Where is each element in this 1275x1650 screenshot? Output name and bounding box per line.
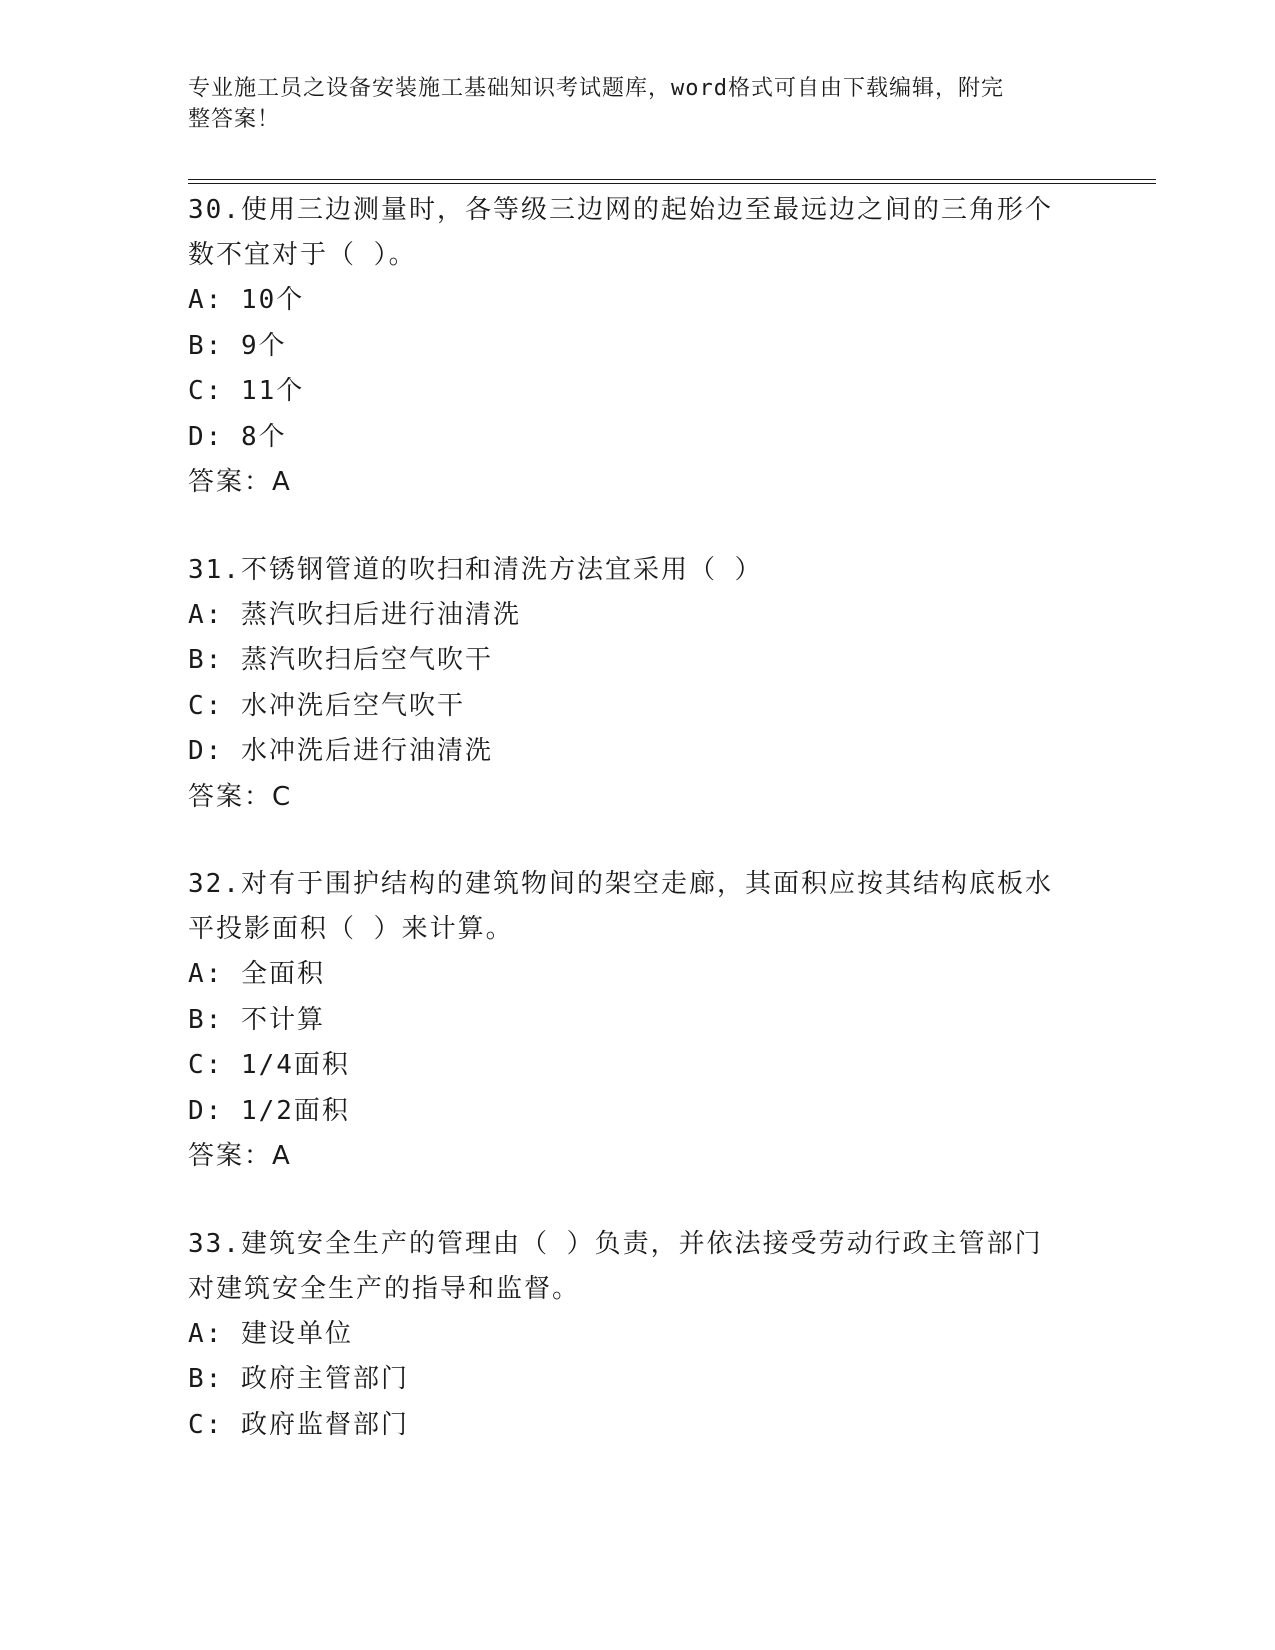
question-stem-line: 32.对有于围护结构的建筑物间的架空走廊，其面积应按其结构底板水 (188, 869, 1053, 899)
option-a: A: 建设单位 (188, 1318, 353, 1349)
option-b: B: 9个 (188, 330, 287, 361)
question-32 (188, 862, 1088, 1180)
question-list (188, 188, 1088, 1490)
option-c: C: 政府监督部门 (188, 1409, 409, 1440)
header-divider-top (188, 179, 1156, 180)
option-a: A: 全面积 (188, 959, 325, 989)
question-stem-line: 对建筑安全生产的指导和监督。 (188, 1273, 581, 1304)
option-c: C: 1/4面积 (188, 1050, 350, 1080)
document-header (188, 73, 1068, 135)
option-d: D: 1/2面积 (188, 1095, 350, 1126)
option-b: B: 不计算 (188, 1004, 325, 1035)
question-stem-line: 平投影面积（ ）来计算。 (188, 914, 514, 944)
answer-line: 答案：C (188, 781, 293, 812)
option-b: B: 政府主管部门 (188, 1364, 409, 1394)
option-c: C: 11个 (188, 376, 305, 406)
option-d: D: 8个 (188, 421, 287, 452)
option-a: A: 10个 (188, 285, 305, 315)
option-b: B: 蒸汽吹扫后空气吹干 (188, 645, 493, 675)
question-stem-line: 33.建筑安全生产的管理由（ ）负责，并依法接受劳动行政主管部门 (188, 1228, 1043, 1259)
question-30 (188, 188, 1088, 506)
question-33 (188, 1222, 1088, 1449)
answer-line: 答案：A (188, 467, 292, 497)
option-c: C: 水冲洗后空气吹干 (188, 690, 465, 721)
question-stem-line: 31.不锈钢管道的吹扫和清洗方法宜采用（ ） (188, 554, 763, 585)
answer-line: 答案：A (188, 1141, 292, 1171)
header-divider-bottom (188, 183, 1156, 184)
question-stem-line: 30.使用三边测量时，各等级三边网的起始边至最远边之间的三角形个 (188, 195, 1053, 225)
header-line-1: 专业施工员之设备安装施工基础知识考试题库，word格式可自由下载编辑，附完 (188, 76, 1004, 101)
option-a: A: 蒸汽吹扫后进行油清洗 (188, 599, 521, 630)
option-d: D: 水冲洗后进行油清洗 (188, 736, 493, 766)
question-stem-line: 数不宜对于（ ）。 (188, 240, 417, 270)
header-line-2: 整答案！ (188, 107, 281, 132)
question-31 (188, 548, 1088, 821)
